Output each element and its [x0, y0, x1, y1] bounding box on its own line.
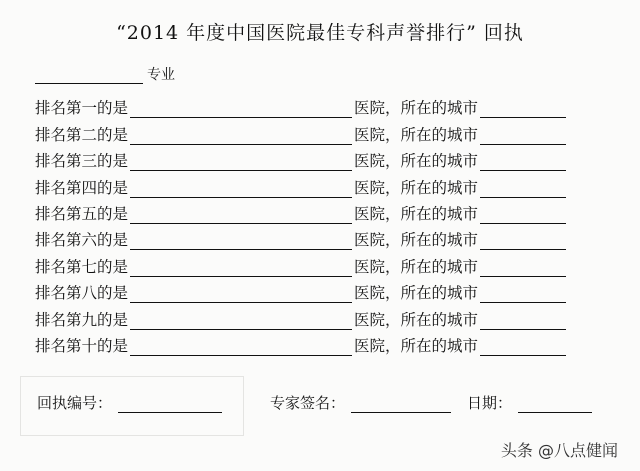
expert-signature-blank[interactable] — [351, 394, 451, 413]
rank-prefix: 排名第二的是 — [35, 125, 129, 144]
receipt-number-blank[interactable] — [118, 394, 222, 413]
ranking-row — [35, 250, 610, 276]
rank-mid-text: 医院，所在的城市 — [354, 310, 479, 329]
ranking-row — [35, 303, 610, 329]
expert-signature-label: 专家签名： — [270, 394, 346, 412]
rank-prefix: 排名第九的是 — [35, 310, 129, 329]
rank-mid-text: 医院，所在的城市 — [354, 178, 479, 197]
city-blank[interactable] — [480, 311, 566, 330]
hospital-blank[interactable] — [130, 205, 352, 224]
ranking-row — [35, 277, 610, 303]
hospital-blank[interactable] — [130, 337, 352, 356]
rank-prefix: 排名第一的是 — [35, 99, 129, 118]
city-blank[interactable] — [480, 337, 566, 356]
ranking-row — [35, 118, 610, 144]
hospital-blank[interactable] — [130, 99, 352, 118]
ranking-rows — [35, 92, 610, 356]
hospital-blank[interactable] — [130, 126, 352, 145]
expert-signature-field — [270, 392, 451, 413]
ranking-row — [35, 145, 610, 171]
rank-mid-text: 医院，所在的城市 — [354, 336, 479, 355]
specialty-label: 专业 — [147, 67, 175, 83]
city-blank[interactable] — [480, 152, 566, 171]
hospital-blank[interactable] — [130, 311, 352, 330]
hospital-blank[interactable] — [130, 179, 352, 198]
rank-mid-text: 医院，所在的城市 — [354, 99, 479, 118]
city-blank[interactable] — [480, 179, 566, 198]
rank-prefix: 排名第十的是 — [35, 336, 129, 355]
rank-prefix: 排名第四的是 — [35, 178, 129, 197]
rank-prefix: 排名第七的是 — [35, 257, 129, 276]
specialty-field — [35, 62, 175, 84]
city-blank[interactable] — [480, 99, 566, 118]
watermark-text: 头条 @八点健闻 — [500, 441, 618, 460]
rank-mid-text: 医院，所在的城市 — [354, 125, 479, 144]
ranking-row — [35, 92, 610, 118]
city-blank[interactable] — [480, 284, 566, 303]
rank-mid-text: 医院，所在的城市 — [354, 257, 479, 276]
ranking-row — [35, 330, 610, 356]
hospital-blank[interactable] — [130, 258, 352, 277]
receipt-number-field — [37, 392, 222, 413]
city-blank[interactable] — [480, 126, 566, 145]
form-title: “2014 年度中国医院最佳专科声誉排行” 回执 — [116, 22, 524, 44]
rank-mid-text: 医院，所在的城市 — [354, 204, 479, 223]
hospital-blank[interactable] — [130, 284, 352, 303]
rank-mid-text: 医院，所在的城市 — [354, 152, 479, 171]
rank-prefix: 排名第三的是 — [35, 152, 129, 171]
hospital-blank[interactable] — [130, 152, 352, 171]
watermark — [501, 438, 618, 461]
city-blank[interactable] — [480, 258, 566, 277]
date-blank[interactable] — [518, 394, 592, 413]
city-blank[interactable] — [480, 205, 566, 224]
ranking-row — [35, 198, 610, 224]
rank-prefix: 排名第五的是 — [35, 204, 129, 223]
specialty-blank[interactable] — [35, 65, 143, 84]
rank-mid-text: 医院，所在的城市 — [354, 284, 479, 303]
hospital-blank[interactable] — [130, 231, 352, 250]
city-blank[interactable] — [480, 231, 566, 250]
date-field — [467, 392, 592, 413]
date-label: 日期： — [467, 394, 513, 412]
ranking-row — [35, 224, 610, 250]
ranking-row — [35, 171, 610, 197]
receipt-number-label: 回执编号： — [37, 394, 113, 412]
rank-mid-text: 医院，所在的城市 — [354, 231, 479, 250]
rank-prefix: 排名第八的是 — [35, 284, 129, 303]
rank-prefix: 排名第六的是 — [35, 231, 129, 250]
